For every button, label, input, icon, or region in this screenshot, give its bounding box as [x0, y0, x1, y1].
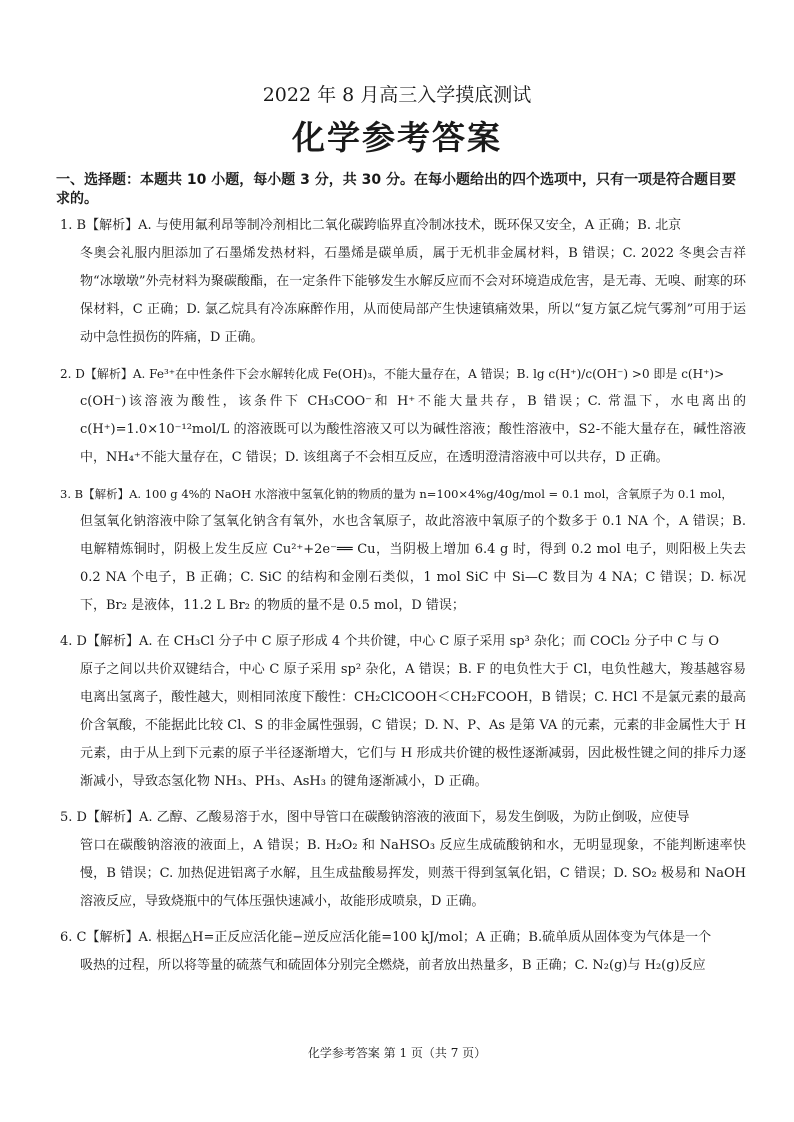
page-title: 化学参考答案: [292, 118, 502, 157]
answer-item-1: [60, 212, 746, 352]
answer-continuation: 吸热的过程，所以将等量的硫蒸气和硫固体分别完全燃烧，前者放出热量多，B 正确；C. N₂(g)与 H₂(g)反应: [80, 958, 706, 973]
answer-list: [60, 212, 746, 988]
answer-continuation: 冬奥会礼服内胆添加了石墨烯发热材料，石墨烯是碳单质，属于无机非金属材料，B 错误；C. 2022 冬奥会吉祥物“冰墩墩”外壳材料为聚碳酸酯，在一定条件下能够发生水解反应而不会对环境造成危害，是无毒、无嗅、耐寒的环保材料，C 正确；D. 氯乙烷具有冷冻麻醉作用，从而使局部产生快速镇痛效果，所以“复方氯乙烷气雾剂”可用于运动中急性损伤的阵痛，D 正确。: [80, 246, 746, 345]
answer-first-line: 6. C【解析】A. 根据△H=正反应活化能−逆反应活化能=100 kJ/mol；A 正确；B.硫单质从固体变为气体是一个: [60, 930, 712, 945]
answer-first-line: 5. D【解析】A. 乙醇、乙酸易溶于水，图中导管口在碳酸钠溶液的液面下，易发生倒吸，为防止倒吸，应使导: [60, 810, 690, 825]
answer-item-2: [60, 360, 746, 472]
answer-item-3: [60, 480, 746, 620]
answer-first-line: 2. D【解析】A. Fe³⁺在中性条件下会水解转化成 Fe(OH)₃，不能大量存在，A 错误；B. lg c(H⁺)/c(OH⁻) >0 即是 c(H⁺)>: [60, 367, 725, 381]
section-heading: 一、选择题：本题共 10 小题，每小题 3 分，共 30 分。在每小题给出的四个选项中，只有一项是符合题目要求的。: [56, 172, 736, 207]
answer-continuation: c(OH⁻)该溶液为酸性，该条件下 CH₃COO⁻和 H⁺不能大量共存，B 错误；C. 常温下，水电离出的 c(H⁺)=1.0×10⁻¹²mol/L 的溶液既可以为酸性溶液又可以为碱性溶液；酸性溶液中，S2-不能大量存在，碱性溶液中，NH₄⁺不能大量存在，C 错误；D. 该组离子不会相互反应，在透明澄清溶液中可以共存，D 正确。: [80, 394, 746, 465]
answer-item-4: [60, 628, 746, 796]
answer-continuation: 但氢氧化钠溶液中除了氢氧化钠含有氧外，水也含氧原子，故此溶液中氧原子的个数多于 0.1 NA 个，A 错误；B. 电解精炼铜时，阴极上发生反应 Cu²⁺+2e⁻══ Cu，当阴极上增加 6.4 g 时，得到 0.2 mol 电子，则阳极上失去 0.2 NA 个电子，B 正确；C. SiC 的结构和金刚石类似，1 mol SiC 中 Si—C 数目为 4 NA；C 错误；D. 标况下，Br₂ 是液体，11.2 L Br₂ 的物质的量不是 0.5 mol，D 错误；: [80, 514, 747, 613]
exam-header: 2022 年 8 月高三入学摸底测试: [262, 84, 532, 106]
answer-first-line: 4. D【解析】A. 在 CH₃Cl 分子中 C 原子形成 4 个共价键，中心 C 原子采用 sp³ 杂化；而 COCl₂ 分子中 C 与 O: [60, 634, 720, 649]
answer-item-5: [60, 804, 746, 916]
answer-continuation: 管口在碳酸钠溶液的液面上，A 错误；B. H₂O₂ 和 NaHSO₃ 反应生成硫酸钠和水，无明显现象，不能判断速率快慢，B 错误；C. 加热促进铝离子水解，且生成盐酸易挥发，则蒸干得到氢氧化铝，C 错误；D. SO₂ 极易和 NaOH 溶液反应，导致烧瓶中的气体压强快速减小，故能形成喷泉，D 正确。: [80, 838, 746, 909]
answer-item-6: [60, 924, 746, 980]
answer-continuation: 原子之间以共价双键结合，中心 C 原子采用 sp² 杂化，A 错误；B. F 的电负性大于 Cl，电负性越大，羧基越容易电离出氢离子，酸性越大，则相同浓度下酸性：CH₂ClCOOH＜CH₂FCOOH，B 错误；C. HCl 不是氯元素的最高价含氧酸，不能据此比较 Cl、S 的非金属性强弱，C 错误；D. N、P、As 是第 VA 的元素，元素的非金属性大于 H 元素，由于从上到下元素的原子半径逐渐增大，它们与 H 形成共价键的极性逐渐减弱，因此极性键之间的排斥力逐渐减小，导致态氢化物 NH₃、PH₃、AsH₃ 的键角逐渐减小，D 正确。: [80, 662, 746, 789]
answer-first-line: 1. B【解析】A. 与使用氟利昂等制冷剂相比二氧化碳跨临界直冷制冰技术，既环保又安全，A 正确；B. 北京: [60, 218, 682, 233]
page-footer: 化学参考答案 第 1 页（共 7 页）: [307, 1046, 487, 1060]
answer-first-line: 3. B【解析】A. 100 g 4%的 NaOH 水溶液中氢氧化钠的物质的量为 n=100×4%g/40g/mol = 0.1 mol，含氧原子为 0.1 mol，: [60, 487, 733, 501]
